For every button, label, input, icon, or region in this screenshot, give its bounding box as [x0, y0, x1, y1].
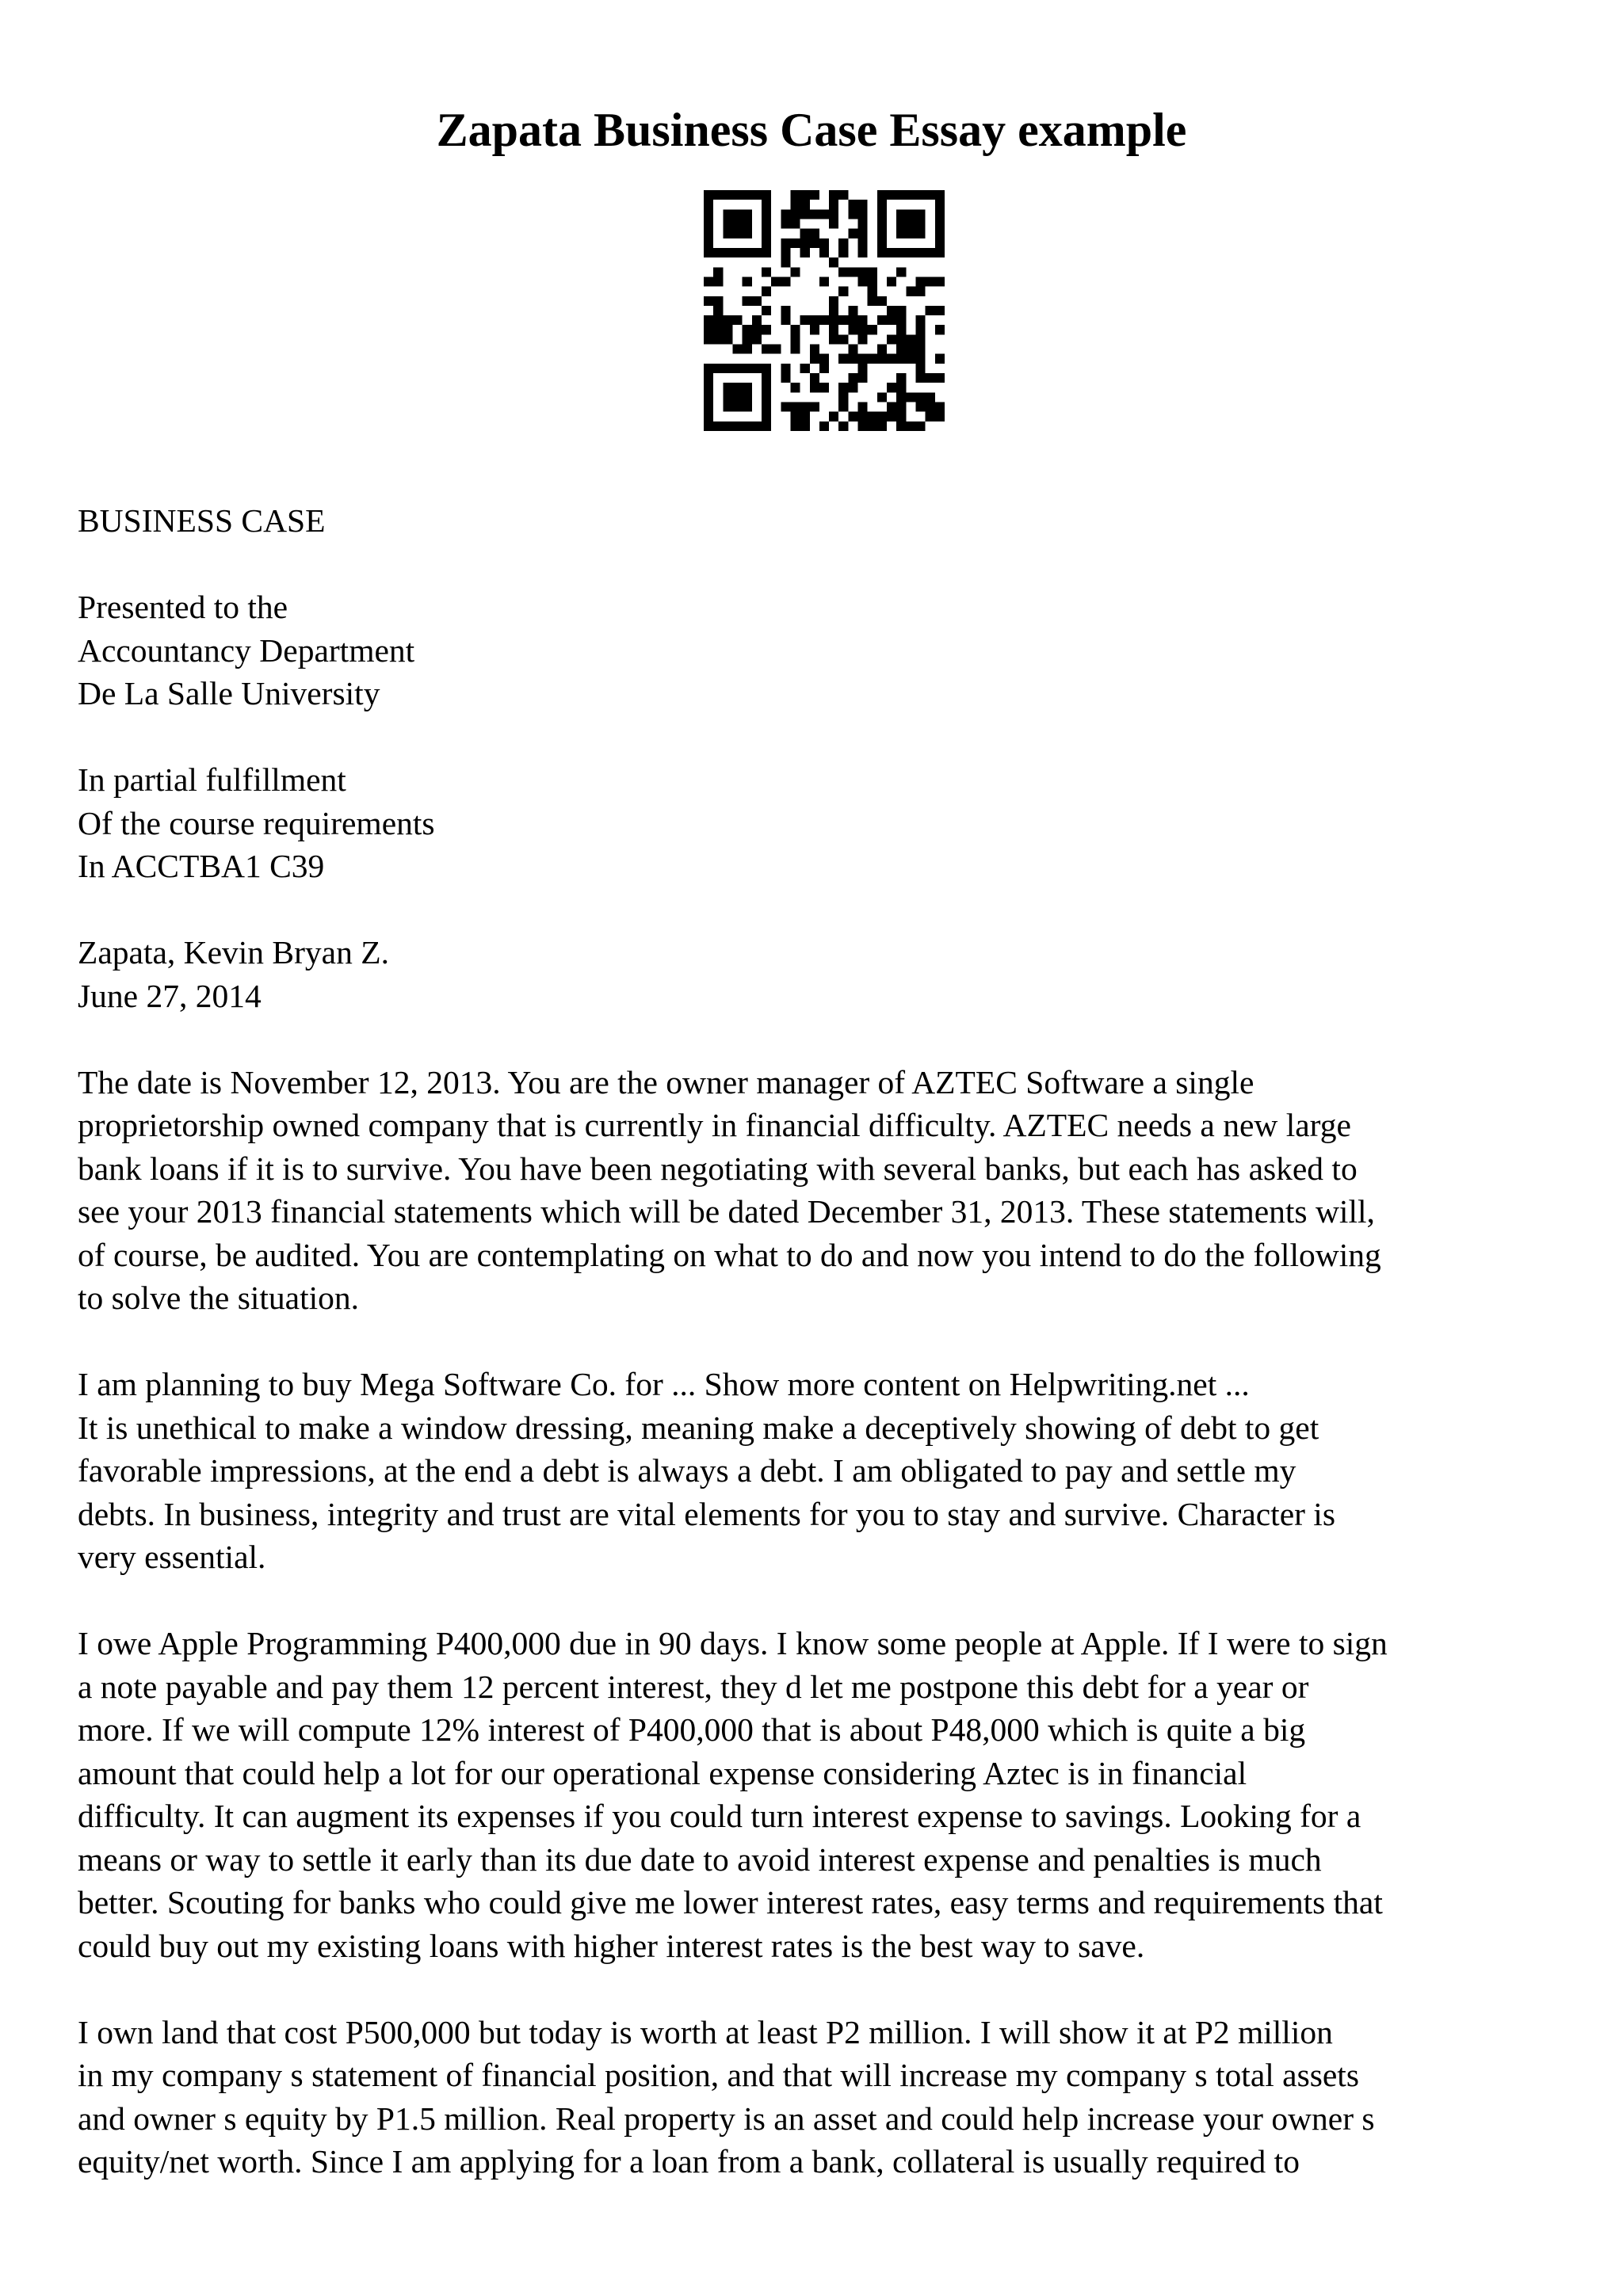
- author-date: June 27, 2014: [78, 977, 262, 1014]
- fulfillment-block: [78, 758, 1568, 888]
- paragraph-line: favorable impressions, at the end a debt is always a debt. I am obligated to pay and settle my: [78, 1452, 1296, 1489]
- paragraph-line: and owner s equity by P1.5 million. Real property is an asset and could help increase your owner s: [78, 2100, 1375, 2137]
- fulfillment-line: Of the course requirements: [78, 804, 435, 841]
- paragraph-line: The date is November 12, 2013. You are the owner manager of AZTEC Software a single: [78, 1063, 1254, 1100]
- paragraph-line: very essential.: [78, 1539, 266, 1575]
- paragraph-1: [78, 1061, 1568, 1320]
- paragraph-line: equity/net worth. Since I am applying for a loan from a bank, collateral is usually required to: [78, 2143, 1300, 2180]
- paragraph-line: proprietorship owned company that is currently in financial difficulty. AZTEC needs a new large: [78, 1107, 1351, 1143]
- paragraph-line: amount that could help a lot for our operational expense considering Aztec is in financial: [78, 1754, 1247, 1791]
- document-title: Zapata Business Case Essay example: [436, 104, 1187, 156]
- paragraph-line: in my company s statement of financial position, and that will increase my company s total assets: [78, 2057, 1359, 2093]
- presented-line: De La Salle University: [78, 675, 380, 711]
- qr-code-icon: [704, 190, 945, 431]
- presented-line: Accountancy Department: [78, 631, 415, 669]
- paragraph-3: [78, 1622, 1568, 1967]
- paragraph-line: debts. In business, integrity and trust are vital elements for you to stay and survive. Character is: [78, 1495, 1335, 1532]
- fulfillment-line: In ACCTBA1 C39: [78, 848, 325, 884]
- section-heading: BUSINESS CASE: [78, 502, 326, 539]
- paragraph-line: a note payable and pay them 12 percent interest, they d let me postpone this debt for a year or: [78, 1668, 1309, 1705]
- presented-line: Presented to the: [78, 589, 288, 625]
- author-block: [78, 931, 1568, 1017]
- paragraph-line: It is unethical to make a window dressing, meaning make a deceptively showing of debt to get: [78, 1409, 1319, 1446]
- paragraph-4: [78, 2011, 1568, 2183]
- paragraph-line: could buy out my existing loans with higher interest rates is the best way to save.: [78, 1927, 1145, 1964]
- paragraph-line: bank loans if it is to survive. You have been negotiating with several banks, but each has asked to: [78, 1150, 1358, 1187]
- presented-block: [78, 585, 1568, 715]
- paragraph-line: difficulty. It can augment its expenses if you could turn interest expense to savings. Looking for a: [78, 1798, 1361, 1834]
- paragraph-2: [78, 1363, 1568, 1579]
- fulfillment-line: In partial fulfillment: [78, 761, 346, 798]
- paragraph-line: means or way to settle it early than its due date to avoid interest expense and penalties is much: [78, 1840, 1322, 1878]
- paragraph-line: I owe Apple Programming P400,000 due in 90 days. I know some people at Apple. If I were to sign: [78, 1625, 1388, 1661]
- paragraph-line: more. If we will compute 12% interest of P400,000 that is about P48,000 which is quite a big: [78, 1711, 1306, 1748]
- paragraph-line: better. Scouting for banks who could give me lower interest rates, easy terms and requirements that: [78, 1884, 1383, 1920]
- paragraph-line: I am planning to buy Mega Software Co. for ... Show more content on Helpwriting.net ...: [78, 1366, 1250, 1402]
- paragraph-line: to solve the situation.: [78, 1280, 360, 1316]
- author-name: Zapata, Kevin Bryan Z.: [78, 934, 389, 971]
- paragraph-line: I own land that cost P500,000 but today is worth at least P2 million. I will show it at P2 million: [78, 2013, 1333, 2050]
- paragraph-line: see your 2013 financial statements which will be dated December 31, 2013. These statements will,: [78, 1193, 1375, 1230]
- paragraph-line: of course, be audited. You are contemplating on what to do and now you intend to do the following: [78, 1236, 1381, 1273]
- document-body: [78, 499, 1568, 2183]
